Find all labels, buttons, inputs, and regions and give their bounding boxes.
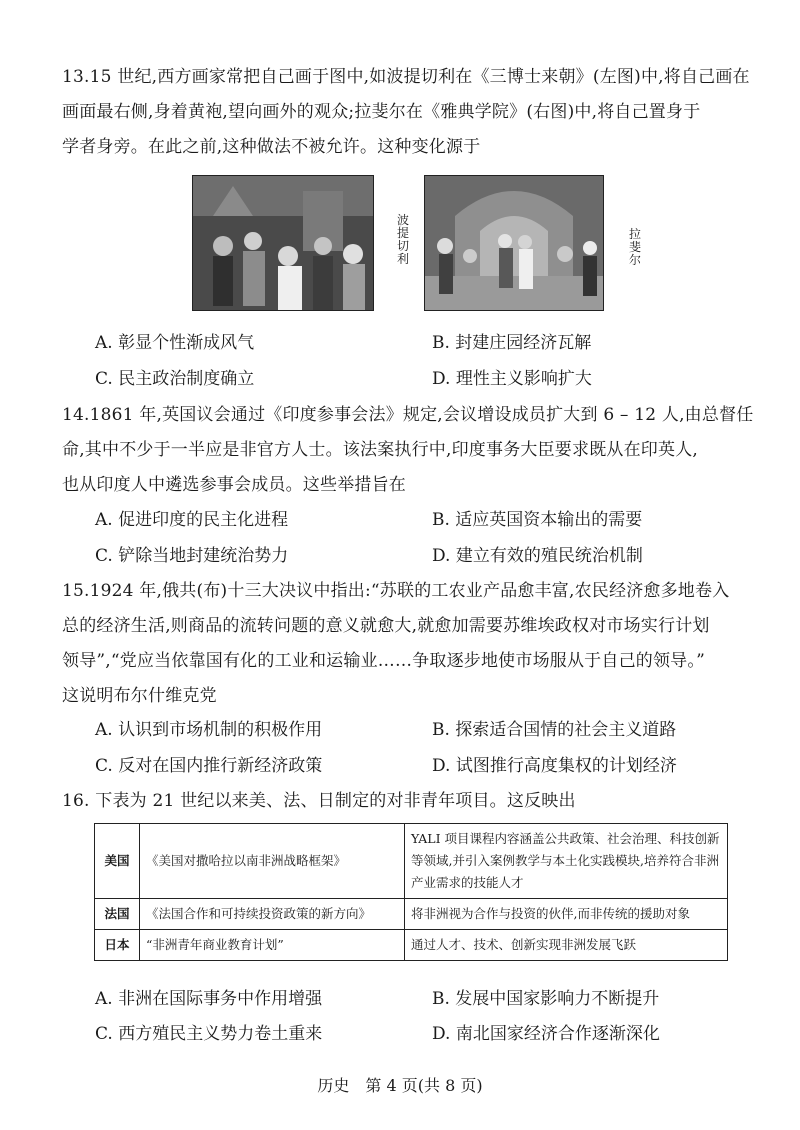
country-cell: 日本 <box>95 930 140 961</box>
table-row <box>95 824 728 899</box>
content-cell: 将非洲视为合作与投资的伙伴,而非传统的援助对象 <box>405 899 728 930</box>
q15-option-a: A. 认识到市场机制的积极作用 <box>95 720 323 740</box>
q13-option-d: D. 理性主义影响扩大 <box>432 369 592 389</box>
q14-stem-line-3: 也从印度人中遴选参事会成员。这些举措旨在 <box>62 475 406 495</box>
country-cell: 法国 <box>95 899 140 930</box>
content-cell: 通过人才、技术、创新实现非洲发展飞跃 <box>405 930 728 961</box>
q16-table <box>94 823 728 961</box>
raphael-label: 拉斐尔 <box>628 227 641 267</box>
policy-cell: 《美国对撒哈拉以南非洲战略框架》 <box>140 824 405 899</box>
country-cell: 美国 <box>95 824 140 899</box>
q13-stem-line-2: 画面最右侧,身着黄袍,望向画外的观众;拉斐尔在《雅典学院》(右图)中,将自己置身于 <box>62 102 701 122</box>
q15-option-c: C. 反对在国内推行新经济政策 <box>95 756 323 776</box>
q16-option-a: A. 非洲在国际事务中作用增强 <box>95 989 323 1009</box>
q15-stem-line-3: 领导”,“党应当依靠国有化的工业和运输业……争取逐步地使市场服从于自己的领导。” <box>62 651 705 671</box>
q14-stem-line-1: 14.1861 年,英国议会通过《印度参事会法》规定,会议增设成员扩大到 6 – 12 人,由总督任 <box>62 405 754 425</box>
q14-option-d: D. 建立有效的殖民统治机制 <box>432 546 643 566</box>
q15-option-d: D. 试图推行高度集权的计划经济 <box>432 756 677 776</box>
q13-option-a: A. 彰显个性渐成风气 <box>95 333 255 353</box>
q15-stem-line-2: 总的经济生活,则商品的流转问题的意义就愈大,就愈加需要苏维埃政权对市场实行计划 <box>62 616 710 636</box>
q13-option-b: B. 封建庄园经济瓦解 <box>432 333 592 353</box>
table-row <box>95 899 728 930</box>
q15-option-b: B. 探索适合国情的社会主义道路 <box>432 720 677 740</box>
botticelli-label: 波提切利 <box>396 213 409 266</box>
table-row <box>95 930 728 961</box>
q16-option-c: C. 西方殖民主义势力卷土重来 <box>95 1024 323 1044</box>
q13-stem-line-3: 学者身旁。在此之前,这种做法不被允许。这种变化源于 <box>62 137 481 157</box>
q14-option-b: B. 适应英国资本输出的需要 <box>432 510 643 530</box>
content-cell: YALI 项目课程内容涵盖公共政策、社会治理、科技创新等领域,并引入案例教学与本土化实践模块,培养符合非洲产业需求的技能人才 <box>405 824 728 899</box>
adoration-of-magi-painting <box>192 175 374 311</box>
q13-option-c: C. 民主政治制度确立 <box>95 369 255 389</box>
page-footer: 历史 第 4 页(共 8 页) <box>317 1076 483 1095</box>
q15-stem-line-1: 15.1924 年,俄共(布)十三大决议中指出:“苏联的工农业产品愈丰富,农民经济愈多地卷入 <box>62 581 730 601</box>
q13-stem-line-1: 13.15 世纪,西方画家常把自己画于图中,如波提切利在《三博士来朝》(左图)中,将自己画在 <box>62 67 750 87</box>
policy-cell: “非洲青年商业教育计划” <box>140 930 405 961</box>
q14-stem-line-2: 命,其中不少于一半应是非官方人士。该法案执行中,印度事务大臣要求既从在印英人, <box>62 440 699 460</box>
q14-option-c: C. 铲除当地封建统治势力 <box>95 546 289 566</box>
q16-option-d: D. 南北国家经济合作逐渐深化 <box>432 1024 660 1044</box>
q16-stem: 16. 下表为 21 世纪以来美、法、日制定的对非青年项目。这反映出 <box>62 791 576 811</box>
q16-option-b: B. 发展中国家影响力不断提升 <box>432 989 660 1009</box>
q14-option-a: A. 促进印度的民主化进程 <box>95 510 289 530</box>
q15-stem-line-4: 这说明布尔什维克党 <box>62 686 217 706</box>
school-of-athens-painting <box>424 175 604 311</box>
policy-cell: 《法国合作和可持续投资政策的新方向》 <box>140 899 405 930</box>
